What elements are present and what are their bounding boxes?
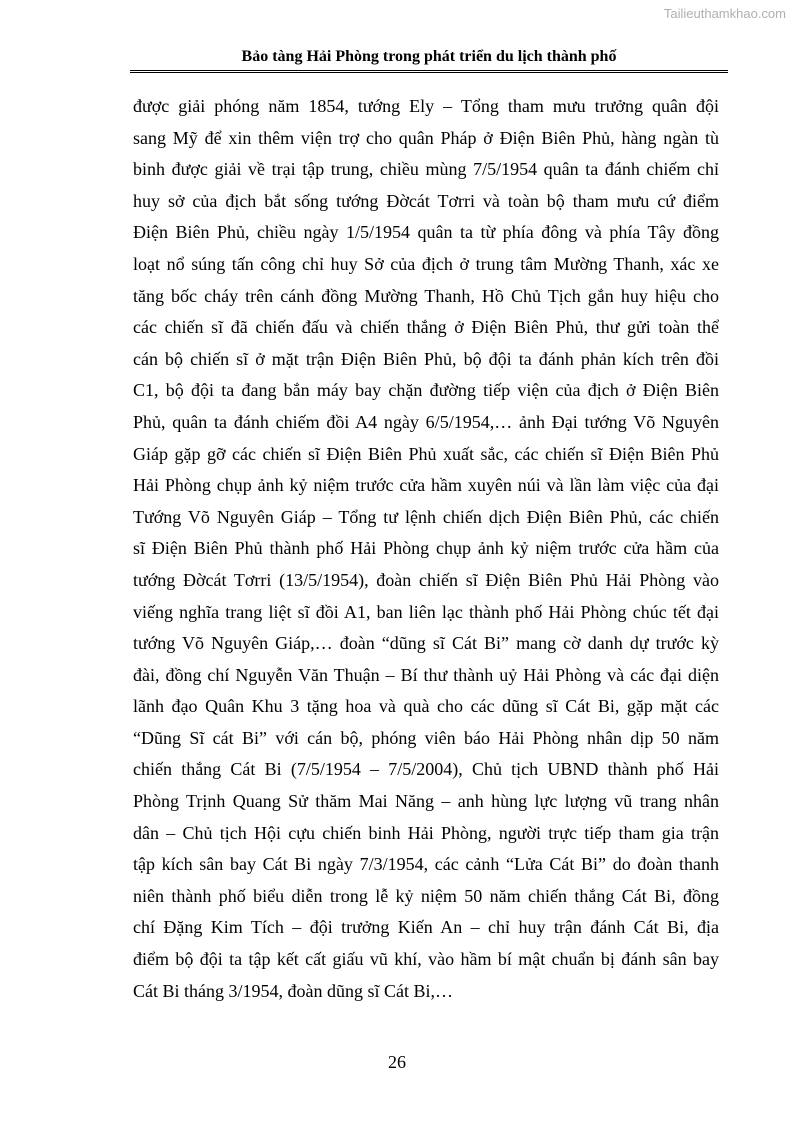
body-line: chí Đặng Kim Tích – đội trưởng Kiến An – chỉ huy trận đánh Cát Bi, địa: [133, 917, 719, 938]
body-line: tướng Võ Nguyên Giáp,… đoàn “dũng sĩ Cát Bi” mang cờ danh dự trước kỳ: [133, 633, 719, 654]
page-number: 26: [388, 1052, 406, 1072]
body-line: chiến thắng Cát Bi (7/5/1954 – 7/5/2004), Chủ tịch UBND thành phố Hải: [133, 759, 719, 780]
body-line: loạt nổ súng tấn công chỉ huy Sở của địch ở trung tâm Mường Thanh, xác xe: [133, 253, 719, 274]
page-header-title: Bảo tàng Hải Phòng trong phát triển du lịch thành phố: [130, 48, 728, 73]
body-line: niên thành phố biểu diễn trong lễ kỷ niệm 50 năm chiến thắng Cát Bi, đồng: [133, 885, 719, 906]
body-line: Phòng Trịnh Quang Sử thăm Mai Năng – anh hùng lực lượng vũ trang nhân: [133, 791, 719, 812]
body-line: Cát Bi tháng 3/1954, đoàn dũng sĩ Cát Bi,…: [133, 980, 453, 1001]
body-line: Tướng Võ Nguyên Giáp – Tổng tư lệnh chiến dịch Điện Biên Phủ, các chiến: [133, 506, 719, 527]
body-line: binh được giải về trại tập trung, chiều mùng 7/5/1954 quân ta đánh chiếm chỉ: [133, 159, 719, 180]
body-line: tập kích sân bay Cát Bi ngày 7/3/1954, các cảnh “Lửa Cát Bi” do đoàn thanh: [133, 854, 719, 875]
body-line: cán bộ chiến sĩ ở mặt trận Điện Biên Phủ, bộ đội ta đánh phản kích trên đồi: [133, 348, 719, 369]
body-line: Giáp gặp gỡ các chiến sĩ Điện Biên Phủ xuất sắc, các chiến sĩ Điện Biên Phủ: [133, 443, 719, 464]
body-line: C1, bộ đội ta đang bắn máy bay chặn đường tiếp viện của địch ở Điện Biên: [133, 380, 719, 401]
body-line: dân – Chủ tịch Hội cựu chiến binh Hải Phòng, người trực tiếp tham gia trận: [133, 822, 719, 843]
body-line: lãnh đạo Quân Khu 3 tặng hoa và quà cho các dũng sĩ Cát Bi, gặp mặt các: [133, 696, 719, 717]
body-line: Phủ, quân ta đánh chiếm đồi A4 ngày 6/5/1954,… ảnh Đại tướng Võ Nguyên: [133, 411, 719, 432]
body-line: Hải Phòng chụp ảnh kỷ niệm trước cửa hầm xuyên núi và lần làm việc của đại: [133, 475, 719, 496]
watermark: Tailieuthamkhao.com: [663, 6, 786, 21]
body-line: điểm bộ đội ta tập kết cất giấu vũ khí, vào hầm bí mật chuẩn bị đánh sân bay: [133, 949, 719, 970]
body-line: được giải phóng năm 1854, tướng Ely – Tổng tham mưu trưởng quân đội: [133, 96, 719, 116]
body-line: tăng bốc cháy trên cánh đồng Mường Thanh, Hồ Chủ Tịch gắn huy hiệu cho: [133, 285, 719, 306]
body-line: Điện Biên Phủ, chiều ngày 1/5/1954 quân ta từ phía đông và phía Tây đồng: [133, 222, 719, 243]
body-line: viếng nghĩa trang liệt sĩ đồi A1, ban liên lạc thành phố Hải Phòng chúc tết đại: [133, 601, 719, 622]
body-text: [133, 91, 719, 1007]
body-line: sang Mỹ để xin thêm viện trợ cho quân Pháp ở Điện Biên Phủ, hàng ngàn tù: [133, 127, 719, 148]
body-line: các chiến sĩ đã chiến đấu và chiến thắng ở Điện Biên Phủ, thư gửi toàn thể: [133, 317, 719, 338]
body-line: đài, đồng chí Nguyễn Văn Thuận – Bí thư thành uỷ Hải Phòng và các đại diện: [133, 664, 719, 685]
body-line: sĩ Điện Biên Phủ thành phố Hải Phòng chụp ảnh kỷ niệm trước cửa hầm của: [133, 538, 719, 559]
body-line: tướng Đờcát Tơrri (13/5/1954), đoàn chiến sĩ Điện Biên Phủ Hải Phòng vào: [133, 569, 719, 590]
body-line: huy sở của địch bắt sống tướng Đờcát Tơrri và toàn bộ tham mưu cứ điểm: [133, 190, 719, 211]
body-line: “Dũng Sĩ cát Bi” với cán bộ, phóng viên báo Hải Phòng nhân dịp 50 năm: [133, 727, 719, 748]
